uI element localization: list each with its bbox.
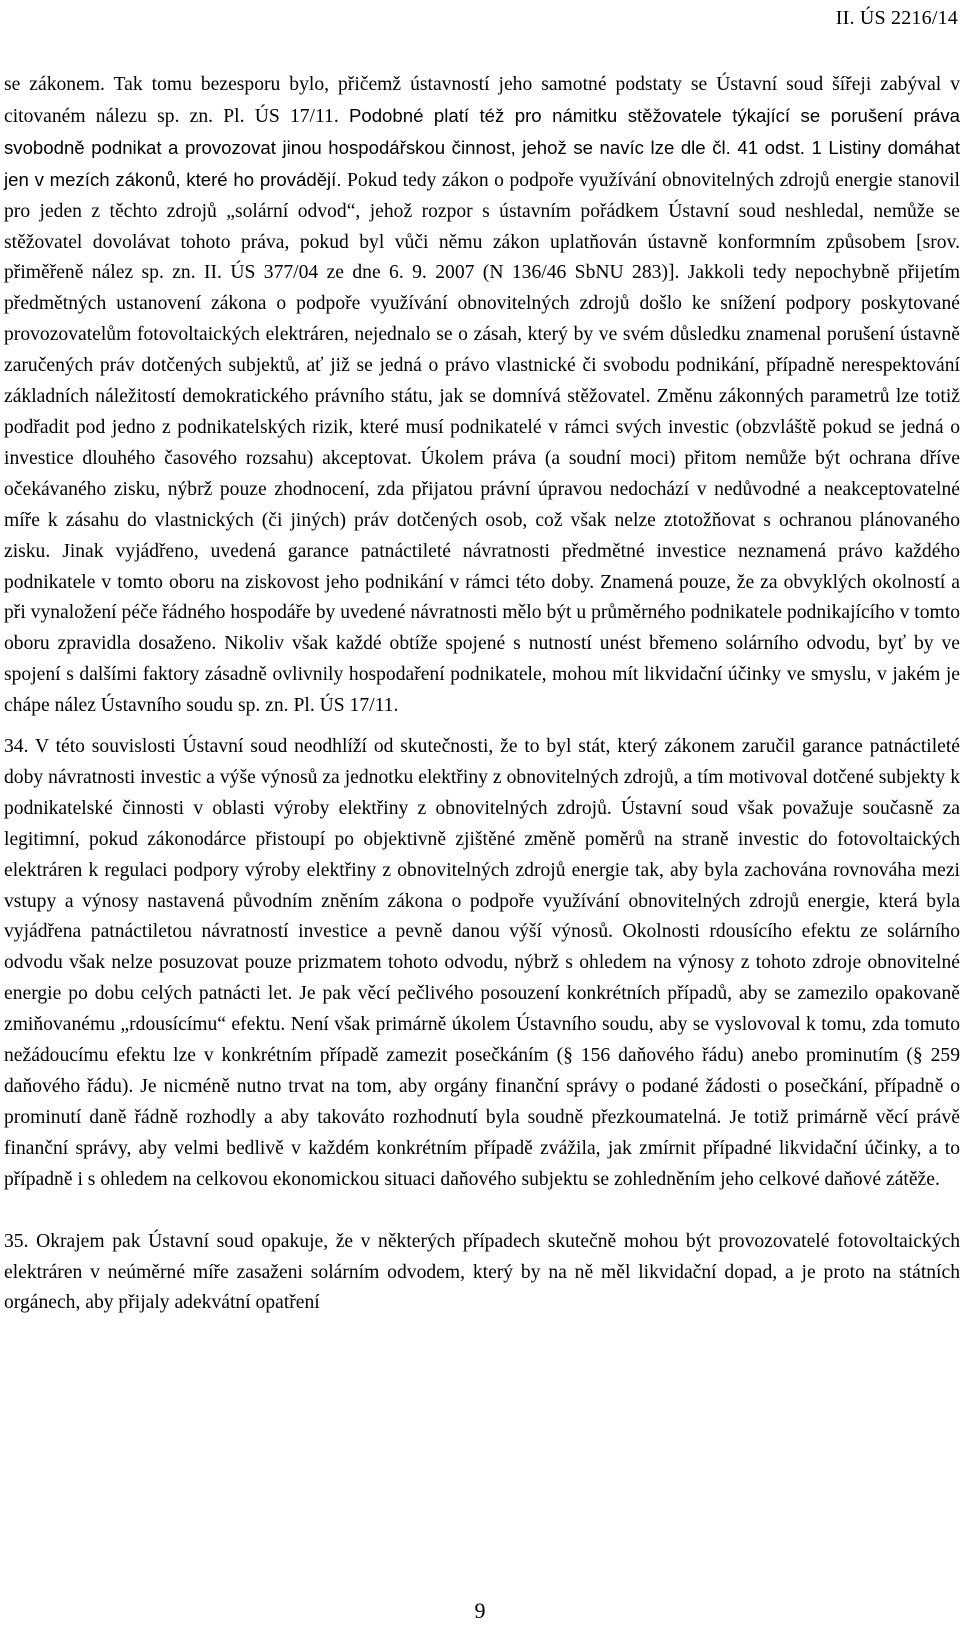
document-body: [4, 70, 960, 1319]
paragraph-continuation: [4, 70, 960, 722]
paragraph-35: 35. Okrajem pak Ústavní soud opakuje, že v některých případech skutečně mohou být provozovatelé fotovoltaických elektráren v neúměrné míře zasaženi solárním odvodem, který by na ně měl likvidační dopad, a je proto na státních orgánech, aby přijaly adekvátní opatření: [4, 1230, 960, 1314]
paragraph-34: 34. V této souvislosti Ústavní soud neodhlíží od skutečnosti, že to byl stát, který zákonem zaručil garance patnáctileté doby návratnosti investic a výše výnosů za jednotku elektřiny z obnovitelných zdrojů, a tím motivoval dotčené subjekty k podnikatelské činnosti v oblasti výroby elektřiny z obnovitelných zdrojů. Ústavní soud však považuje současně za legitimní, pokud zákonodárce přistoupí po objektivně zjištěné změně poměrů na straně investic do fotovoltaických elektráren k regulaci podpory výroby elektřiny z obnovitelných zdrojů energie tak, aby byla zachována rovnováha mezi vstupy a výnosy nastavená původním zněním zákona o podpoře využívání obnovitelných zdrojů energie, která byla vyjádřena patnáctiletou návratností investice a pevně danou výší výnosů. Okolnosti rdousícího efektu ze solárního odvodu však nelze posuzovat pouze prizmatem tohoto odvodu, nýbrž s ohledem na výnosy z tohoto zdroje obnovitelné energie po dobu celých patnácti let. Je pak věcí pečlivého posouzení konkrétních případů, aby se zamezilo opakovaně zmiňovanému „rdousícímu“ efektu. Není však primárně úkolem Ústavního soudu, aby se vyslovoval k tomu, zda tomuto nežádoucímu efektu lze v konkrétním případě zamezit posečkáním (§ 156 daňového řádu) anebo prominutím (§ 259 daňového řádu). Je nicméně nutno trvat na tom, aby orgány finanční správy o podané žádosti o posečkání, případně o prominutí daně řádně rozhodly a aby takováto rozhodnutí byla soudně přezkoumatelná. Je totiž primárně věcí právě finanční správy, aby velmi bedlivě v každém konkrétním případě zvážila, jak zmírnit případné likvidační účinky, a to případně i s ohledem na celkovou ekonomickou situaci daňového subjektu se zohledněním jeho celkové daňové zátěže.: [4, 736, 960, 1190]
paragraph-text-serif: se zákonem. Tak tomu bezesporu bylo, přičemž ústavností jeho samotné podstaty se Ústavní soud šířeji zabýval v citovaném nálezu sp. zn. Pl. ÚS 17/11.: [4, 74, 960, 127]
paragraph-text-sans: Podobné platí též pro námitku stěžovatele týkající se porušení práva svobodně podnikat a provozovat jinou hospodářskou činnost, jehož se navíc lze dle čl. 41 odst. 1 Listiny domáhat jen v mezích zákonů, které ho provádějí.: [4, 104, 960, 190]
paragraph-text-serif-continued: Pokud tedy zákon o podpoře využívání obnovitelných zdrojů energie stanovil pro jeden z těchto zdrojů „solární odvod“, jehož rozpor s ústavním pořádkem Ústavní soud neshledal, nemůže se stěžovatel dovolávat tohoto práva, pokud byl vůči němu zákon uplatňován ústavně konformním způsobem [srov. přiměřeně nález sp. zn. II. ÚS 377/04 ze dne 6. 9. 2007 (N 136/46 SbNU 283)]. Jakkoli tedy nepochybně přijetím předmětných ustanovení zákona o podpoře využívání obnovitelných zdrojů došlo ke snížení podpory poskytované provozovatelům fotovoltaických elektráren, nejednalo se o zásah, který by ve svém důsledku znamenal porušení ústavně zaručených práv dotčených subjektů, ať již se jedná o právo vlastnické či svobodu podnikání, případně nerespektování základních náležitostí demokratického právního státu, jak se domnívá stěžovatel. Změnu zákonných parametrů lze totiž podřadit pod jedno z podnikatelských rizik, které musí podnikatelé v rámci svých investic (obzvláště pokud se jedná o investice dlouhého časového rozsahu) akceptovat. Úkolem práva (a soudní moci) přitom nemůže být ochrana dříve očekávaného zisku, nýbrž pouze zhodnocení, zda přijatou právní úpravou nedochází v nedůvodné a neakceptovatelné míře k zásahu do vlastnických (či jiných) práv dotčených osob, což však nelze ztotožňovat s ochranou plánovaného zisku. Jinak vyjádřeno, uvedená garance patnáctileté návratnosti předmětné investice neznamená právo každého podnikatele v tomto oboru na ziskovost jeho podnikání v rámci této doby. Znamená pouze, že za obvyklých okolností a při vynaložení péče řádného hospodáře by uvedené návratnosti mělo být u průměrného podnikatele podnikajícího v tomto oboru zpravidla dosaženo. Nikoliv však každé obtíže spojené s nutností unést břemeno solárního odvodu, byť by ve spojení s dalšími faktory zásadně ovlivnily hospodaření podnikatele, mohou mít likvidační účinky ve smyslu, v jakém je chápe nález Ústavního soudu sp. zn. Pl. ÚS 17/11.: [4, 169, 960, 717]
case-number-header: II. ÚS 2216/14: [835, 7, 958, 29]
page-number: 9: [474, 1598, 486, 1623]
